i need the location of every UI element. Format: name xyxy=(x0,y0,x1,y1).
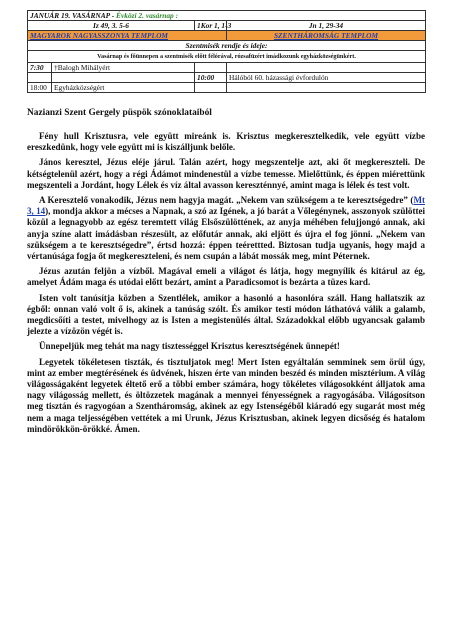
bulletin-page xyxy=(27,10,425,435)
reading2: 1Kor 1, 1-3 xyxy=(195,21,227,31)
date-row xyxy=(28,11,426,21)
mass-intent-right xyxy=(227,63,426,73)
mass-time-right: 10:00 xyxy=(195,73,227,83)
mass-row xyxy=(28,83,426,93)
article-paragraph xyxy=(27,195,425,262)
church-right: SZENTHÁROMSÁG TEMPLOM xyxy=(227,31,426,41)
paragraph-text: ), mondja akkor a mécses a Napnak, a szó az Igének, a jó barát a Vőlegénynek, asszonyok szülöttei közül a legnagyobb az egész teremtett világ Elsőszülöttének, az anyja méhében felujjongó annak, aki anyja színe alatt imádásban részesült, az előfutár annak, aki eljött és újra el fog jönni. „Nekem van szükségem a te keresztségedre”, értsd hozzá: éppen teérettted. Biztosan tudja ugyanis, hogy majd a vértanúsága fogja őt megkereszteleni, és nem csupán a lábát mossák meg, mint Péternek. xyxy=(27,206,426,262)
scripture-reference-link[interactable]: Mt 3, 14 xyxy=(27,195,425,217)
article-paragraph: Jézus azután feljön a vízből. Magával emeli a világot és látja, hogy megnyílik és kitárul az ég, amelyet Ádám maga és utódai előtt bezárt, amint a Paradicsomot is bezárta a tüzes kard. xyxy=(27,266,425,288)
mass-intent-right xyxy=(227,83,426,93)
mass-row xyxy=(28,63,426,73)
mass-intent-left xyxy=(52,73,195,83)
paragraph-text: A Keresztelő vonakodik, Jézus nem hagyja magát. „Nekem van szükségem a te keresztségedre” ( xyxy=(39,195,414,206)
mass-intent-left: Egyházközségért xyxy=(52,83,195,93)
reading1: Iz 49, 3. 5-6 xyxy=(28,21,195,31)
mass-time-left: 18:00 xyxy=(28,83,52,93)
mass-intent-left: †Balogh Mihályért xyxy=(52,63,195,73)
sunday-name: Évközi 2. vasárnap xyxy=(116,11,174,20)
article-title: Nazianzi Szent Gergely püspök szónoklataiból xyxy=(27,108,212,118)
confession-note: Vasárnap és főünnepen a szentmisék előtt félórával, rózsafüzért imádkozunk egyházközségünkért. xyxy=(28,51,426,63)
church-row xyxy=(28,31,426,41)
article-body xyxy=(27,131,425,435)
confession-note-row xyxy=(28,51,426,63)
mass-time-left: 7:30 xyxy=(28,63,52,73)
intentions-label-row xyxy=(28,41,426,51)
article-paragraph: Isten volt tanúsítja közben a Szentlélek, amikor a hasonló a hasonlóra száll. Hang hallatszik az égből: onnan való volt ő is, akinek a tanúság szólt. És amikor testi módon láthatóvá válik a galamb, megdicsőíti a testet, mivelhogy az is Isten a megistenülés által. Századokkal előbb ugyancsak galamb jelezte a vízözön végét is. xyxy=(27,292,425,337)
article-paragraph: Fény hull Krisztusra, vele együtt mireánk is. Krisztus megkeresztelkedik, vele együtt vízbe ereszkedünk, hogy vele együtt mi is kiszálljunk belőle. xyxy=(27,131,425,153)
mass-time-right xyxy=(195,83,227,93)
date-title-cell xyxy=(28,11,426,21)
church-left: MAGYAROK NAGYASSZONYA TEMPLOM xyxy=(28,31,227,41)
article-paragraph: Ünnepeljük meg tehát ma nagy tisztességgel Krisztus keresztségének ünnepét! xyxy=(39,341,340,352)
sunday-suffix: : xyxy=(173,11,179,20)
mass-intent-right: Hálóból 60. házassági évfordulón xyxy=(227,73,426,83)
mass-schedule-table xyxy=(27,10,426,93)
mass-time-right xyxy=(195,63,227,73)
readings-row xyxy=(28,21,426,31)
article-paragraph: János keresztel, Jézus eléje járul. Talán azért, hogy megszentelje azt, aki őt megkereszteli. De kétségtelenül azért, hogy a régi Ádámot mindenestül a vízbe temesse. Mielőttünk, és éppen miérettünk megszenteli a Jordánt, hogy Lélek és víz által avasson kereszténnyé, amint maga is lélek és test volt. xyxy=(27,157,425,190)
gospel: Jn 1, 29-34 xyxy=(227,21,426,31)
article-paragraph: Legyetek tökéletesen tiszták, és tisztuljatok meg! Mert Isten egyáltalán semminek sem örül úgy, mint az ember megtérésének és üdvének, hiszen érte van minden beszéd és minden misztérium. A világ világosságaként legyetek éltető erő a többi ember számára, hogy tökéletes világosokként álljatok ama nagy világosság mellett, és öltözzetek magának a mennyei fényességnek a ragyogásába. Világosítson meg tisztán és ragyogóan a Szentháromság, akinek az egy Istenségéből kiáradó egy sugarát most még nem a maga teljességében vettétek a mi Urunk, Jézus Krisztusban, akinek legyen dicsőség és hatalom mindörökkön-örökké. Ámen. xyxy=(27,356,425,434)
date-title: JANUÁR 19. VASÁRNAP - xyxy=(30,11,117,20)
mass-time-left xyxy=(28,73,52,83)
mass-intentions-label: Szentmisék rendje és ideje: xyxy=(28,41,426,51)
mass-row xyxy=(28,73,426,83)
